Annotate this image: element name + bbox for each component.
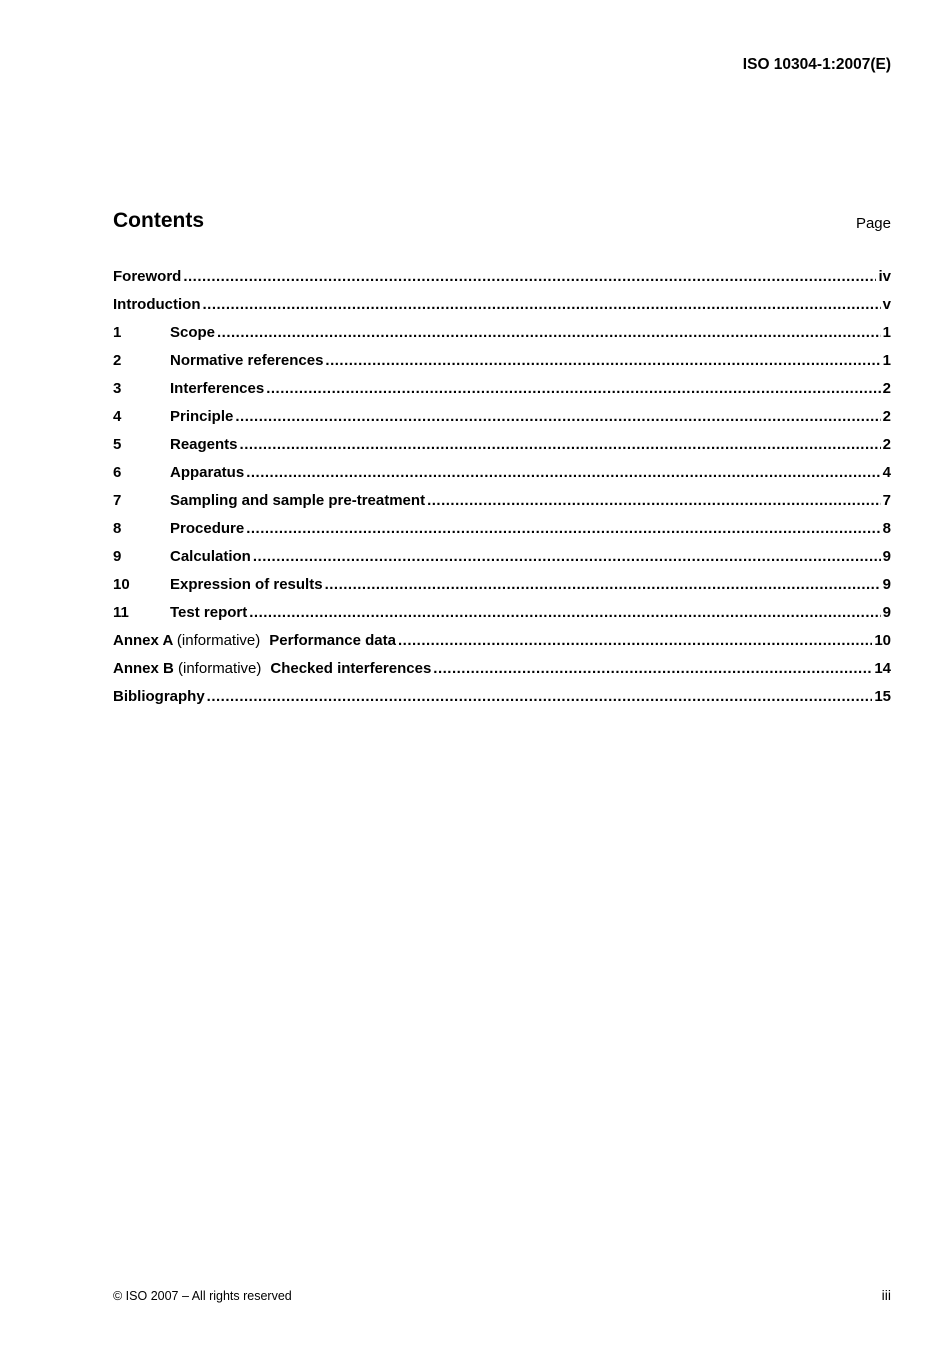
toc-entry-page: iv [878,268,891,285]
toc-entry-title: Apparatus [170,464,245,481]
dot-leader [235,408,880,425]
dot-leader [427,492,881,509]
dot-leader [246,464,880,481]
dot-leader [249,604,880,621]
annex-type: (informative) [176,632,261,649]
toc-annex-label [113,632,269,649]
toc-entry-page: 8 [882,520,891,537]
dot-leader [202,296,880,313]
toc-entry-title: Scope [170,324,216,341]
dot-leader [207,688,873,705]
annex-letter: Annex B [113,660,174,677]
toc-entry-title: Performance data [269,632,396,649]
dot-leader [433,660,872,677]
contents-heading: Contents [113,209,204,232]
toc-entry-page: 2 [882,380,891,397]
toc-entry-page: 9 [882,548,891,565]
toc-entry-page: 4 [882,464,891,481]
toc-entry-title: Procedure [170,520,245,537]
toc-entry-page: 1 [882,324,891,341]
toc-entry-clause-3[interactable] [113,380,891,408]
toc-entry-clause-9[interactable] [113,548,891,576]
toc-entry-annex-b[interactable] [113,660,891,688]
dot-leader [398,632,872,649]
toc-entry-page: v [882,296,891,313]
toc-entry-clause-10[interactable] [113,576,891,604]
toc-entry-title: Interferences [170,380,265,397]
toc-entry-page: 2 [882,436,891,453]
toc-entry-bibliography[interactable] [113,688,891,716]
toc-entry-page: 1 [882,352,891,369]
toc-entry-number: 6 [113,464,122,481]
toc-entry-clause-1[interactable] [113,324,891,352]
toc-entry-title: Introduction [113,296,201,313]
annex-letter: Annex A [113,632,173,649]
toc-entry-introduction[interactable] [113,296,891,324]
toc-entry-clause-8[interactable] [113,520,891,548]
dot-leader [246,520,880,537]
toc-entry-page: 10 [874,632,891,649]
dot-leader [240,436,881,453]
toc-entry-title: Expression of results [170,576,323,593]
dot-leader [253,548,881,565]
document-id: ISO 10304-1:2007(E) [742,56,891,73]
toc-entry-number: 11 [113,604,129,621]
table-of-contents [113,268,891,716]
toc-entry-number: 3 [113,380,122,397]
toc-entry-clause-6[interactable] [113,464,891,492]
toc-entry-title: Foreword [113,268,182,285]
toc-entry-number: 4 [113,408,122,425]
toc-entry-page: 15 [874,688,891,705]
copyright-notice: © ISO 2007 – All rights reserved [113,1289,292,1303]
toc-entry-clause-5[interactable] [113,436,891,464]
annex-type: (informative) [178,660,262,677]
dot-leader [183,268,876,285]
toc-entry-clause-7[interactable] [113,492,891,520]
toc-entry-clause-11[interactable] [113,604,891,632]
toc-entry-clause-4[interactable] [113,408,891,436]
toc-annex-label [113,660,270,677]
dot-leader [217,324,881,341]
toc-entry-title: Bibliography [113,688,205,705]
toc-entry-title: Normative references [170,352,324,369]
toc-entry-number: 9 [113,548,122,565]
dot-leader [325,352,880,369]
toc-entry-number: 5 [113,436,122,453]
dot-leader [325,576,881,593]
toc-entry-title: Test report [170,604,248,621]
toc-entry-title: Checked interferences [270,660,432,677]
toc-entry-page: 9 [882,604,891,621]
toc-entry-number: 8 [113,520,122,537]
toc-entry-page: 2 [882,408,891,425]
dot-leader [266,380,880,397]
toc-entry-page: 7 [882,492,891,509]
toc-entry-page: 9 [882,576,891,593]
toc-entry-page: 14 [874,660,891,677]
page-column-label: Page [855,215,891,232]
toc-entry-title: Sampling and sample pre-treatment [170,492,426,509]
toc-entry-number: 10 [113,576,130,593]
toc-entry-number: 1 [113,324,122,341]
toc-entry-number: 7 [113,492,122,509]
toc-entry-clause-2[interactable] [113,352,891,380]
toc-entry-title: Reagents [170,436,238,453]
toc-entry-number: 2 [113,352,122,369]
toc-entry-annex-a[interactable] [113,632,891,660]
toc-entry-foreword[interactable] [113,268,891,296]
toc-entry-title: Calculation [170,548,251,565]
page-number: iii [881,1287,891,1303]
toc-entry-title: Principle [170,408,234,425]
